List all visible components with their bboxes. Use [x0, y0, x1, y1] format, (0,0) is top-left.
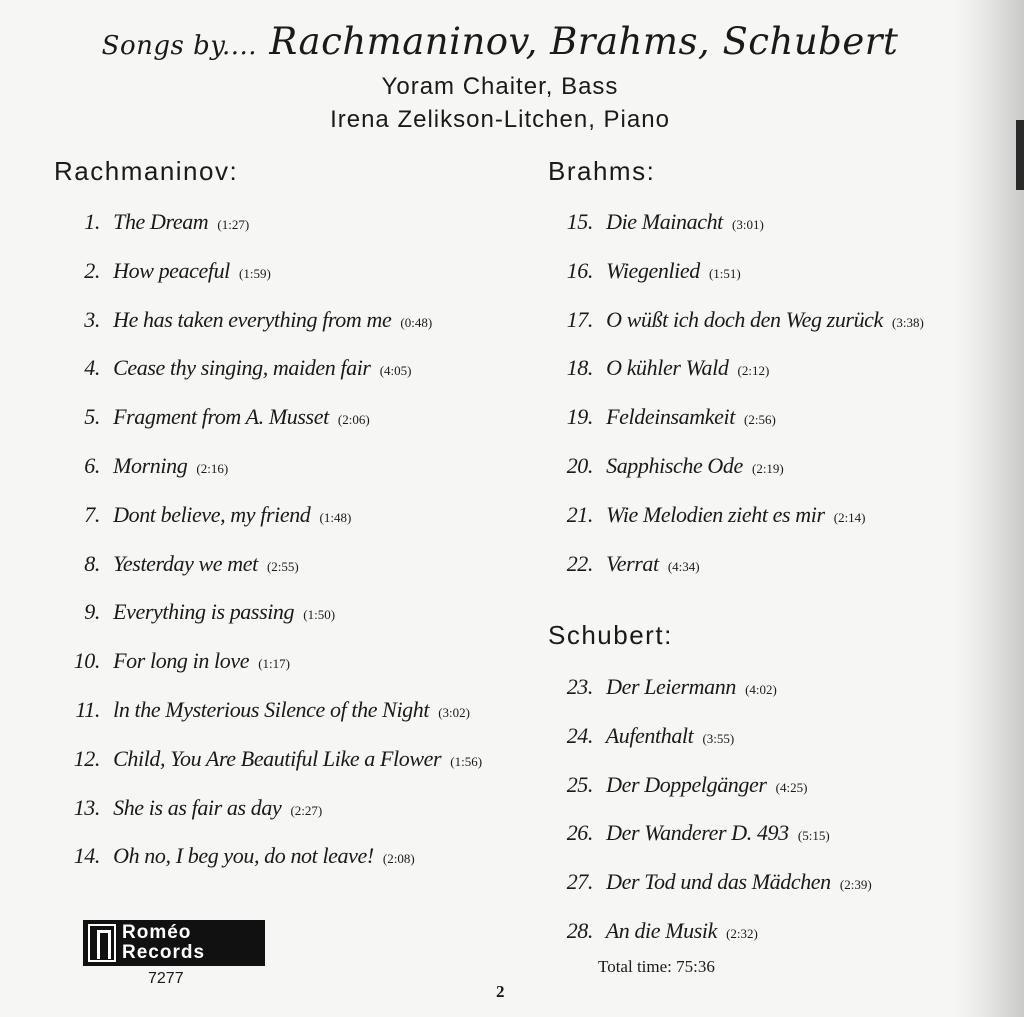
track-title: Fragment from A. Musset [113, 404, 329, 430]
track-item [553, 207, 764, 237]
track-item [60, 305, 432, 335]
section-heading-brahms: Brahms: [548, 156, 656, 186]
track-title: Morning [113, 453, 188, 478]
album-title [0, 18, 1000, 70]
track-title: Der Leiermann [606, 674, 736, 699]
section-heading-schubert: Schubert: [548, 620, 673, 650]
track-duration: (4:05) [379, 363, 412, 379]
track-number: 18. [566, 355, 593, 381]
track-title: Aufenthalt [605, 722, 694, 748]
track-title: Der Tod und das Mädchen [606, 869, 831, 895]
track-title: An die Musik [605, 918, 717, 943]
track-duration: (2:08) [382, 851, 415, 867]
track-duration: (1:59) [239, 265, 271, 281]
track-number: 25. [566, 771, 593, 797]
track-item [553, 867, 872, 897]
track-title: Verrat [606, 550, 659, 576]
track-duration: (2:14) [833, 509, 866, 525]
title-composers: Rachmaninov, Brahms, Schubert [269, 20, 899, 63]
track-item [553, 770, 807, 800]
romeo-records-logo [83, 920, 265, 966]
track-duration: (1:56) [450, 753, 483, 769]
track-item [553, 353, 769, 383]
track-item [60, 646, 290, 676]
track-duration: (2:27) [290, 802, 323, 818]
track-number: 19. [566, 404, 593, 430]
track-duration: (2:55) [266, 558, 299, 574]
track-duration: (1:27) [217, 217, 250, 232]
romeo-records-logo-icon [88, 924, 116, 962]
track-number: 21. [566, 501, 593, 527]
performer-bass: Yoram Chaiter, Bass [381, 73, 619, 100]
track-number: 6. [84, 453, 100, 478]
track-duration: (2:12) [737, 363, 770, 379]
track-duration: (0:48) [400, 314, 433, 330]
track-item [553, 721, 734, 751]
track-number: 14. [73, 843, 100, 869]
label-name-line1: Roméo [122, 922, 192, 943]
track-item [553, 672, 777, 702]
track-duration: (4:25) [775, 779, 808, 795]
track-duration: (2:39) [839, 877, 872, 893]
page-edge-mark [1016, 120, 1024, 190]
track-title: Sapphische Ode [606, 453, 743, 478]
track-item [60, 353, 411, 383]
track-number: 3. [84, 306, 100, 332]
track-number: 26. [566, 820, 593, 846]
track-duration: (1:17) [258, 656, 290, 672]
track-number: 11. [75, 697, 100, 722]
track-number: 15. [566, 209, 593, 234]
track-number: 16. [566, 257, 593, 283]
label-name [122, 923, 205, 963]
track-number: 17. [566, 306, 593, 332]
track-item [553, 256, 741, 286]
track-item [553, 500, 866, 530]
track-number: 28. [566, 918, 593, 943]
page-number: 2 [496, 982, 505, 1001]
track-duration: (2:16) [196, 461, 229, 476]
track-duration: (2:56) [744, 412, 776, 428]
track-item [60, 256, 271, 286]
track-item [60, 207, 249, 237]
track-item [60, 695, 470, 725]
track-item [553, 549, 700, 579]
track-number: 7. [84, 501, 100, 527]
title-prefix: Songs by.... [101, 31, 258, 61]
track-duration: (3:55) [702, 730, 735, 746]
track-title: Oh no, I beg you, do not leave! [113, 843, 374, 869]
track-duration: (1:50) [303, 607, 336, 623]
track-duration: (5:15) [797, 828, 830, 844]
track-number: 12. [73, 745, 100, 771]
track-number: 1. [84, 209, 100, 234]
page-fold-shadow [954, 0, 1024, 1017]
track-title: O wüßt ich doch den Weg zurück [606, 306, 883, 332]
track-title: Der Doppelgänger [606, 771, 767, 797]
total-time: Total time: 75:36 [598, 957, 715, 976]
track-number: 10. [73, 648, 100, 674]
track-duration: (4:02) [745, 682, 777, 697]
track-item [553, 305, 924, 335]
track-item [553, 818, 830, 848]
track-number: 9. [84, 599, 100, 625]
track-number: 22. [566, 550, 593, 576]
track-item [553, 402, 776, 432]
track-number: 2. [84, 257, 100, 283]
track-title: Everything is passing [113, 599, 295, 625]
track-duration: (1:48) [319, 509, 352, 525]
track-title: O kühler Wald [606, 355, 729, 381]
track-duration: (2:06) [337, 412, 370, 428]
track-title: Wiegenlied [606, 257, 700, 283]
track-title: He has taken everything from me [113, 306, 392, 332]
track-item [60, 744, 482, 774]
track-item [553, 916, 758, 946]
track-title: Yesterday we met [113, 550, 258, 576]
track-number: 23. [566, 674, 593, 699]
track-duration: (3:01) [732, 217, 764, 232]
track-number: 4. [84, 355, 100, 381]
track-title: Dont believe, my friend [113, 501, 311, 527]
track-number: 20. [566, 453, 593, 478]
track-duration: (4:34) [667, 558, 700, 574]
track-duration: (3:38) [892, 314, 924, 330]
track-item [60, 451, 228, 481]
track-number: 27. [566, 869, 593, 895]
track-duration: (2:19) [751, 461, 784, 476]
track-number: 13. [73, 794, 100, 820]
track-duration: (2:32) [726, 926, 758, 941]
label-name-line2: Records [122, 942, 206, 963]
track-title: Child, You Are Beautiful Like a Flower [113, 745, 442, 771]
track-number: 24. [566, 722, 593, 748]
track-item [60, 549, 299, 579]
catalog-number: 7277 [148, 970, 184, 987]
track-title: The Dream [113, 209, 209, 234]
track-title: She is as fair as day [113, 794, 282, 820]
track-item [60, 597, 335, 627]
track-title: ln the Mysterious Silence of the Night [113, 697, 430, 722]
track-title: How peaceful [113, 257, 230, 283]
track-title: Cease thy singing, maiden fair [113, 355, 371, 381]
track-number: 8. [84, 550, 100, 576]
performer-piano: Irena Zelikson-Litchen, Piano [330, 106, 670, 133]
track-duration: (3:02) [438, 705, 470, 720]
header [0, 18, 1000, 136]
track-number: 5. [84, 404, 100, 430]
track-duration: (1:51) [708, 265, 741, 281]
section-heading-rachmaninov: Rachmaninov: [54, 156, 239, 186]
track-title: Die Mainacht [606, 209, 723, 234]
track-title: Der Wanderer D. 493 [606, 820, 789, 846]
track-item [60, 500, 351, 530]
track-item [60, 793, 322, 823]
track-title: For long in love [113, 648, 250, 674]
track-title: Feldeinsamkeit [606, 404, 735, 430]
track-item [553, 451, 784, 481]
track-item [60, 402, 370, 432]
track-title: Wie Melodien zieht es mir [606, 501, 825, 527]
track-item [60, 841, 415, 871]
